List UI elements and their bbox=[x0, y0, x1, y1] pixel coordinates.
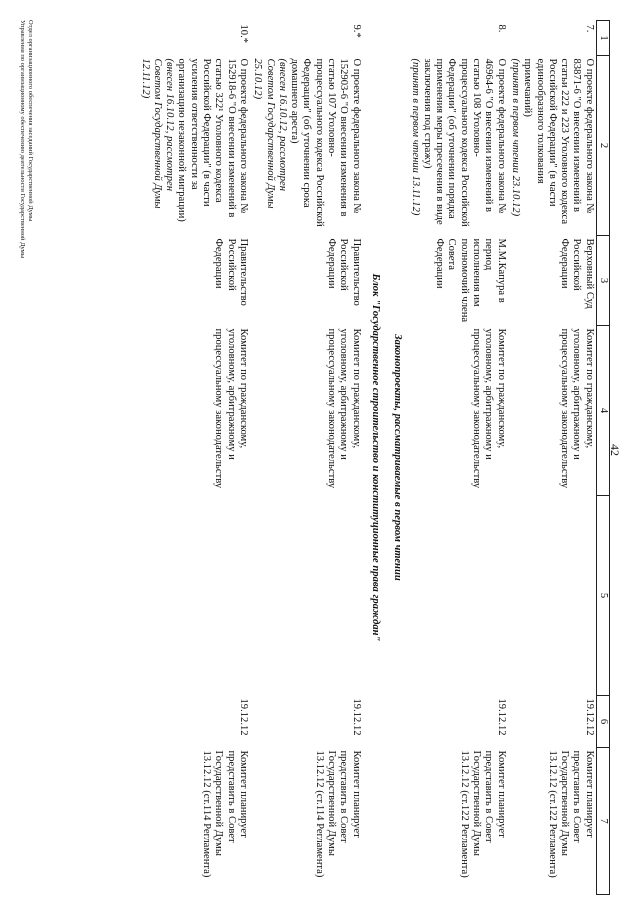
bill-title: О проекте федерального закона № 152918-6 "О внесении изменений в статью 322¹ Уголовного кодекса Российской Федерации" (в части усиления ответственности за организацию незаконной миграции) bbox=[176, 58, 249, 222]
review-date: 19.12.12 bbox=[237, 698, 249, 736]
column-5-cell bbox=[508, 496, 597, 696]
bill-note: (внесен 16.10.12, рассмотрен Советом Государственной Думы 25.10.12) bbox=[252, 58, 288, 209]
schedule-table bbox=[137, 20, 610, 895]
bill-title: О проекте федерального закона № 46964-6 "О внесении изменений в статью 108 Уголовно-процессуального кодекса Российской Федерации" (об уточнении порядка применения меры пресечения в виде заключения под стражу) bbox=[421, 58, 507, 227]
column-5-cell bbox=[407, 496, 507, 696]
bill-title-cell bbox=[137, 56, 250, 236]
bill-title-cell bbox=[250, 56, 363, 236]
bill-author: М.М.Капура в период исполнения им полномочий члена Совета Федерации bbox=[434, 238, 507, 323]
responsible-committee: Комитет по гражданскому, уголовному, арбитражному и процессуальному законодательству bbox=[471, 328, 507, 489]
col-num-7: 7 bbox=[596, 748, 609, 895]
bill-author: Правительство Российской Федерации bbox=[213, 238, 249, 306]
column-number-row bbox=[596, 21, 609, 895]
row-number: 7. bbox=[583, 24, 595, 33]
block-heading-row bbox=[363, 21, 385, 895]
page-number: 42 bbox=[608, 444, 622, 456]
responsible-committee: Комитет по гражданскому, уголовному, арбитражному и процессуальному законодательству bbox=[326, 328, 362, 489]
footer-directorate: Управления по организационному обеспечению деятельности Государственной Думы bbox=[19, 20, 26, 259]
committee-plan: Комитет планирует представить в Совет Государственной Думы 13.12.12 (ст.122 Регламента) bbox=[458, 750, 507, 878]
column-5-cell bbox=[137, 496, 250, 696]
col-num-3: 3 bbox=[596, 236, 609, 326]
table-row bbox=[407, 21, 507, 895]
bill-title-cell bbox=[508, 56, 597, 236]
row-number: 8. bbox=[495, 24, 507, 33]
review-date: 19.12.12 bbox=[583, 698, 595, 736]
col-num-2: 2 bbox=[596, 56, 609, 236]
col-num-1: 1 bbox=[596, 21, 609, 56]
column-5-cell bbox=[250, 496, 363, 696]
section-title-block: Блок "Государственное строительство и конституционные права граждан" bbox=[369, 273, 381, 642]
row-number: 9.* bbox=[350, 24, 362, 38]
committee-plan: Комитет планирует представить в Совет Государственной Думы 13.12.12 (ст.114 Регламента) bbox=[313, 750, 362, 878]
table-row bbox=[508, 21, 597, 895]
responsible-committee: Комитет по гражданскому, уголовному, арбитражному и процессуальному законодательству bbox=[559, 328, 595, 489]
section-heading-row bbox=[385, 21, 407, 895]
row-number: 10.* bbox=[237, 24, 249, 44]
bill-note: (принят в первом чтении 23.10.12) bbox=[509, 58, 521, 217]
col-num-4: 4 bbox=[596, 326, 609, 496]
bill-title: О проекте федерального закона № 83871-6 "О внесении изменений в статьи 222 и 223 Уголовного кодекса Российской Федерации" (в части единообразного толкования примечаний) bbox=[522, 58, 595, 225]
footer-department: Отдел организационного обеспечения заседаний Государственной Думы bbox=[27, 20, 34, 222]
committee-plan: Комитет планирует представить в Совет Государственной Думы 13.12.12 (ст.122 Регламента) bbox=[546, 750, 595, 878]
bill-note: (внесен 16.10.12, рассмотрен Советом Государственной Думы 12.11.12) bbox=[139, 58, 176, 209]
col-num-5: 5 bbox=[596, 496, 609, 696]
review-date: 19.12.12 bbox=[350, 698, 362, 736]
bill-author: Правительство Российской Федерации bbox=[326, 238, 362, 306]
table-row bbox=[250, 21, 363, 895]
bill-note: (принят в первом чтении 13.11.12) bbox=[409, 58, 421, 216]
committee-plan: Комитет планирует представить в Совет Государственной Думы 13.12.12 (ст.114 Регламента) bbox=[201, 750, 249, 878]
bill-author: Верховный Суд Российской Федерации bbox=[559, 238, 595, 309]
col-num-6: 6 bbox=[596, 696, 609, 748]
section-title-reading: Законопроекты, рассматриваемые в первом чтении bbox=[392, 334, 404, 581]
bill-title-cell bbox=[407, 56, 507, 236]
responsible-committee: Комитет по гражданскому, уголовному, арбитражному и процессуальному законодательству bbox=[213, 328, 249, 489]
table-row bbox=[137, 21, 250, 895]
bill-title: О проекте федерального закона № 152903-6 "О внесении изменения в статью 107 Уголовно-процессуального кодекса Российской Федерации" (об уточнении срока домашнего ареста) bbox=[289, 58, 362, 227]
review-date: 19.12.12 bbox=[495, 698, 507, 736]
footer bbox=[18, 20, 34, 258]
